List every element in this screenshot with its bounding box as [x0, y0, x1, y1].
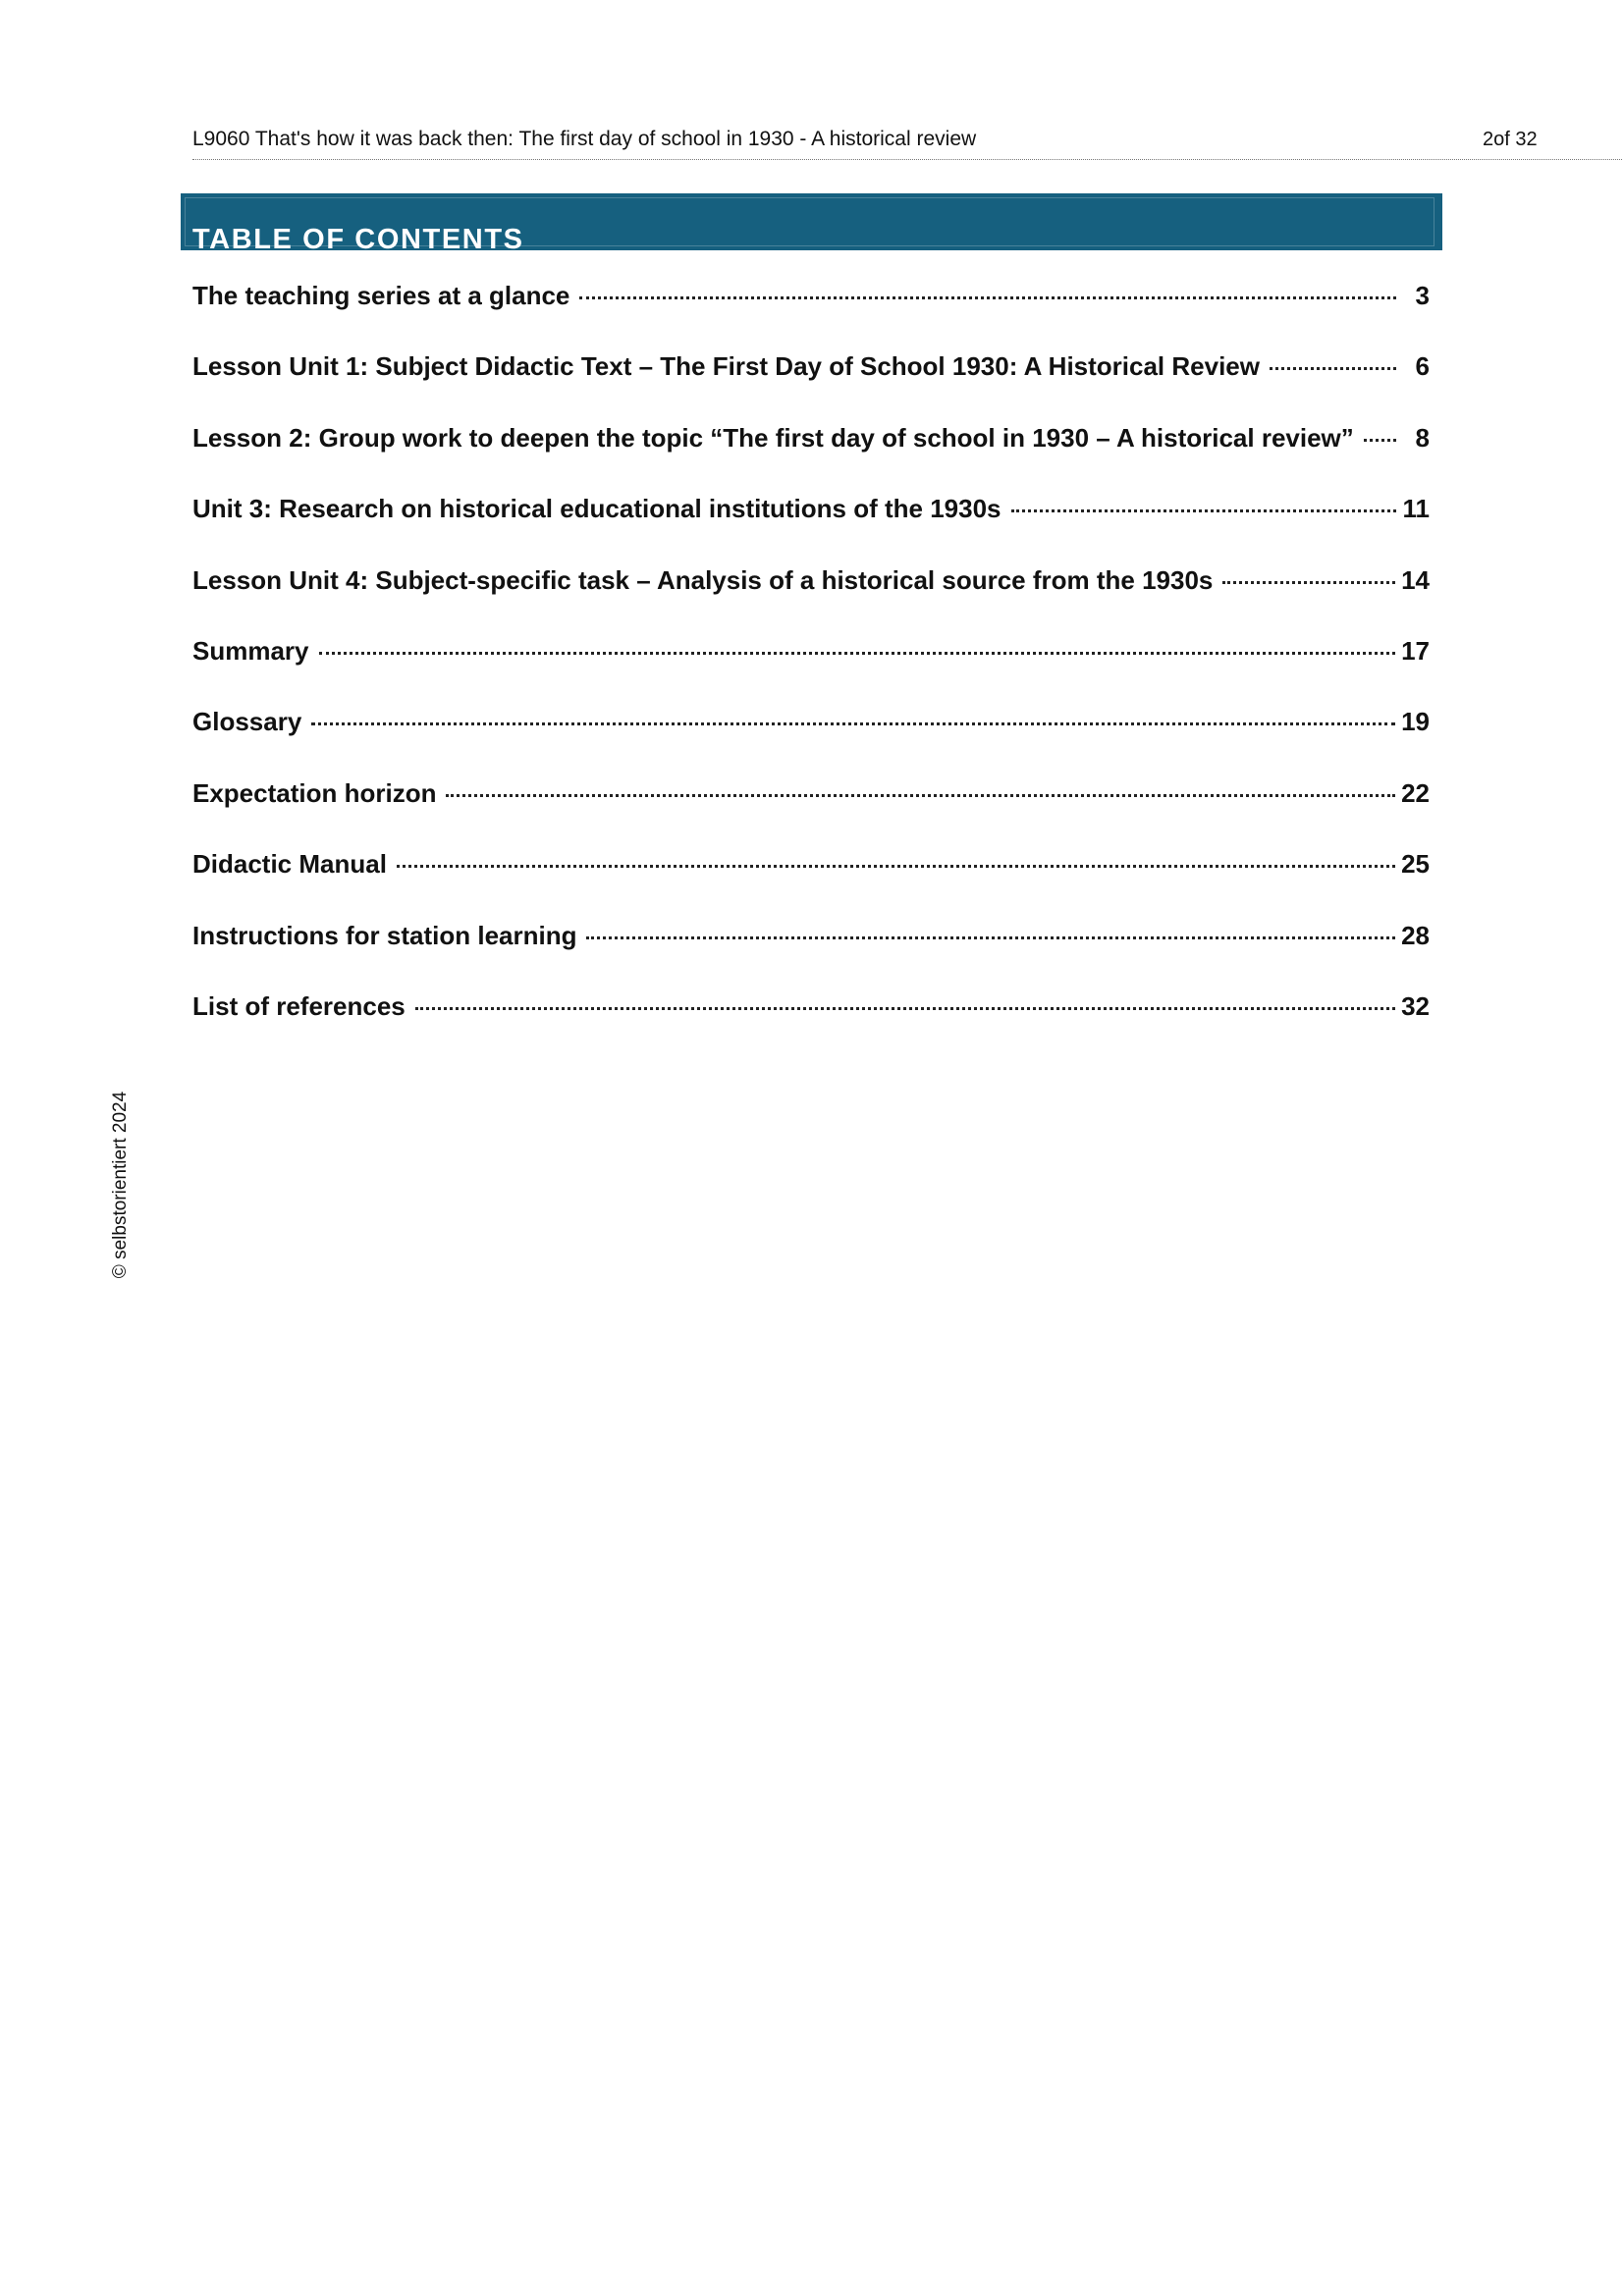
toc-entry-lesson-2[interactable]: [192, 423, 1430, 494]
document-title: L9060 That's how it was back then: The first day of school in 1930 - A historical review: [192, 128, 977, 150]
toc-entry-expectation-horizon[interactable]: [192, 778, 1430, 849]
toc-entry-page: 3: [1415, 281, 1430, 310]
toc-entry-page: 28: [1401, 920, 1430, 950]
toc-entry-label: Lesson Unit 4: Subject-specific task – Analysis of a historical source from the 1930s: [192, 564, 1214, 595]
toc-dot-leader: [579, 296, 1396, 299]
toc-entry-summary[interactable]: [192, 636, 1430, 707]
toc-entry-label: Lesson 2: Group work to deepen the topic “The first day of school in 1930 – A historical review”: [192, 422, 1354, 453]
toc-entry-didactic-manual[interactable]: [192, 849, 1430, 920]
toc-entry-page: 19: [1401, 707, 1430, 737]
toc-entry-page: 11: [1402, 494, 1430, 524]
toc-dot-leader: [586, 936, 1395, 939]
toc-dot-leader: [311, 722, 1395, 725]
toc-entry-label: Expectation horizon: [192, 777, 437, 808]
copyright-notice: © selbstorientiert 2024: [110, 1091, 131, 1279]
toc-dot-leader: [397, 865, 1395, 868]
toc-entry-label: Didactic Manual: [192, 849, 387, 880]
toc-title: TABLE OF CONTENTS: [192, 224, 524, 256]
toc-entry-page: 6: [1415, 351, 1430, 382]
toc-entry-glossary[interactable]: [192, 707, 1430, 777]
toc-dot-leader: [1011, 509, 1396, 512]
toc-entry-page: 32: [1401, 990, 1430, 1021]
toc-entry-station-learning[interactable]: [192, 921, 1430, 991]
toc-heading-banner: [181, 193, 1442, 256]
toc-entry-page: 14: [1401, 564, 1430, 595]
toc-list: [192, 281, 1430, 1062]
toc-entry-unit-3[interactable]: [192, 494, 1430, 564]
toc-dot-leader: [1270, 367, 1396, 370]
toc-entry-page: 17: [1401, 635, 1430, 666]
toc-dot-leader: [1364, 439, 1396, 442]
toc-entry-label: Unit 3: Research on historical educational institutions of the 1930s: [192, 494, 1001, 524]
toc-entry-label: Glossary: [192, 707, 302, 737]
toc-entry-label: Instructions for station learning: [192, 920, 577, 950]
toc-entry-page: 8: [1415, 422, 1430, 453]
toc-entry-references[interactable]: [192, 991, 1430, 1062]
toc-dot-leader: [446, 794, 1395, 797]
page-header: [192, 126, 1622, 160]
toc-entry-label: List of references: [192, 990, 406, 1021]
toc-dot-leader: [1222, 581, 1395, 584]
page-number: 2of 32: [1483, 129, 1538, 150]
toc-entry-label: Lesson Unit 1: Subject Didactic Text – The First Day of School 1930: A Historical Review: [192, 351, 1260, 382]
toc-entry-teaching-series[interactable]: [192, 281, 1430, 351]
toc-dot-leader: [319, 652, 1396, 655]
toc-entry-lesson-unit-1[interactable]: [192, 351, 1430, 422]
toc-entry-page: 25: [1401, 849, 1430, 880]
toc-entry-page: 22: [1401, 777, 1430, 808]
toc-entry-label: The teaching series at a glance: [192, 281, 570, 310]
toc-dot-leader: [415, 1007, 1395, 1010]
toc-entry-label: Summary: [192, 635, 309, 666]
toc-entry-lesson-unit-4[interactable]: [192, 565, 1430, 636]
